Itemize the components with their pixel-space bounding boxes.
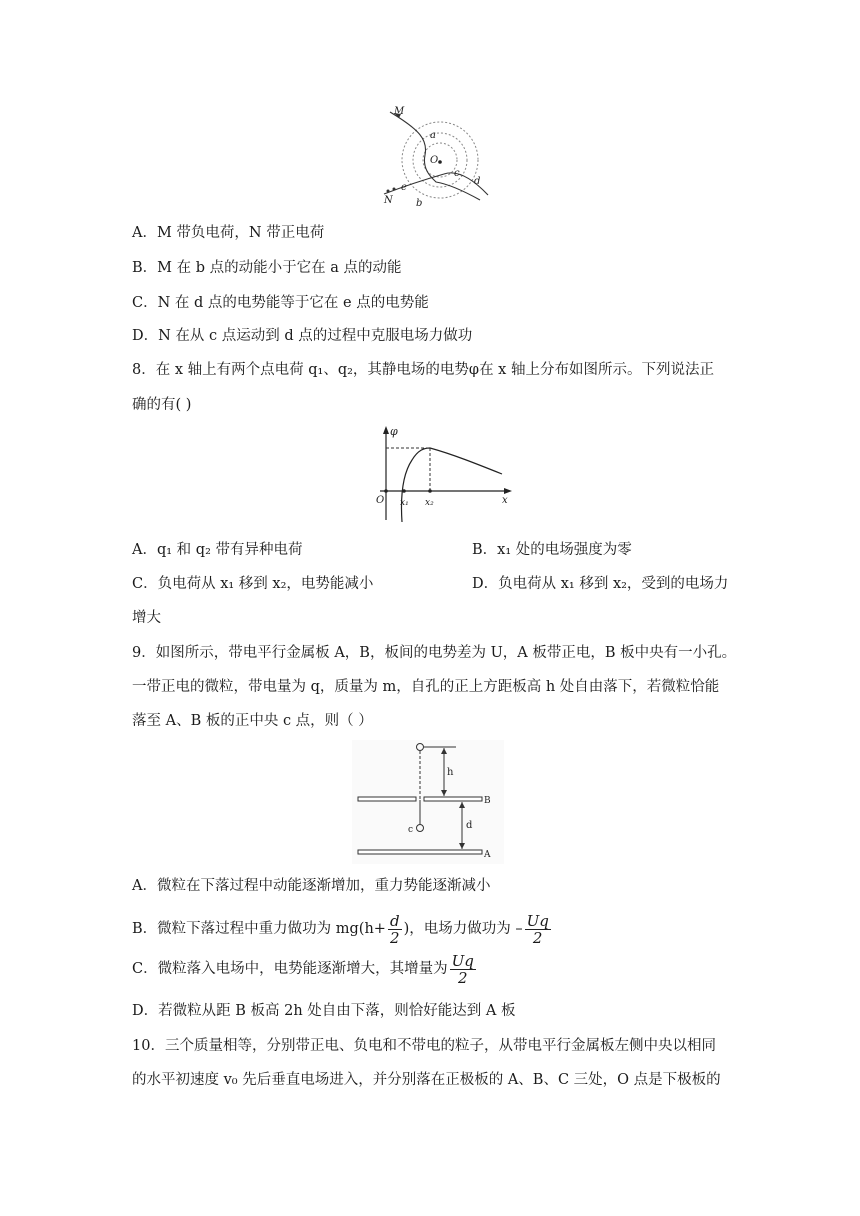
svg-text:b: b <box>416 198 423 209</box>
q9-option-b-fraction-2 <box>525 913 551 946</box>
fraction-denominator: 2 <box>457 968 468 987</box>
fraction-denominator: 2 <box>389 928 400 947</box>
svg-text:B: B <box>484 796 491 806</box>
q8-option-c: C．负电荷从 x₁ 移到 x₂，电势能减小 <box>132 576 374 592</box>
svg-text:x: x <box>502 495 508 506</box>
svg-text:A: A <box>484 850 491 860</box>
svg-text:x₁: x₁ <box>400 498 409 508</box>
q9-option-b-pre: B．微粒下落过程中重力做功为 mg(h+ <box>132 921 386 937</box>
svg-text:d: d <box>466 820 473 831</box>
svg-text:φ: φ <box>390 425 398 438</box>
q9-option-c <box>132 952 478 986</box>
q9-option-b <box>132 912 553 946</box>
q7-option-a: A．M 带负电荷，N 带正电荷 <box>132 225 325 241</box>
q10-stem-line1: 10．三个质量相等，分别带正电、负电和不带电的粒子，从带电平行金属板左侧中央以相同 <box>132 1038 716 1054</box>
q9-figure <box>352 740 504 864</box>
q9-option-c-pre: C．微粒落入电场中，电势能逐渐增大，其增量为 <box>132 961 448 977</box>
q7-option-b: B．M 在 b 点的动能小于它在 a 点的动能 <box>132 260 402 276</box>
q9-option-c-fraction <box>450 953 476 986</box>
svg-text:O: O <box>376 495 385 506</box>
svg-text:e: e <box>401 182 407 193</box>
svg-text:N: N <box>384 195 393 206</box>
q9-option-a: A．微粒在下落过程中动能逐渐增加，重力势能逐渐减小 <box>132 878 491 894</box>
svg-text:a: a <box>430 130 436 141</box>
q8-option-b: B．x₁ 处的电场强度为零 <box>472 542 632 558</box>
svg-text:h: h <box>447 767 454 778</box>
svg-text:M: M <box>394 106 405 117</box>
svg-text:d: d <box>474 176 481 187</box>
fraction-denominator: 2 <box>532 928 543 947</box>
fraction-numerator: Uq <box>526 911 549 930</box>
q8-figure <box>372 422 516 526</box>
q8-option-a: A．q₁ 和 q₂ 带有异种电荷 <box>132 542 303 558</box>
svg-text:O: O <box>430 155 439 166</box>
q8-option-d-cont: 增大 <box>132 610 161 626</box>
svg-text:x₂: x₂ <box>425 498 434 508</box>
q8-stem-line2: 确的有( ) <box>132 397 192 413</box>
q9-option-b-fraction-1 <box>388 913 402 946</box>
q7-figure <box>370 100 500 212</box>
q7-option-d: D．N 在从 c 点运动到 d 点的过程中克服电场力做功 <box>132 328 473 344</box>
fraction-numerator: Uq <box>451 951 474 970</box>
q7-option-c: C．N 在 d 点的电势能等于它在 e 点的电势能 <box>132 295 429 311</box>
q8-stem-line1: 8．在 x 轴上有两个点电荷 q₁、q₂，其静电场的电势φ在 x 轴上分布如图所示。下列说法正 <box>132 362 714 378</box>
fraction-numerator: d <box>389 911 400 930</box>
svg-text:c: c <box>454 168 460 179</box>
q9-stem-line2: 一带正电的微粒，带电量为 q，质量为 m，自孔的正上方距板高 h 处自由落下，若微粒恰能 <box>132 679 720 695</box>
svg-text:c: c <box>408 825 414 835</box>
q8-option-d: D．负电荷从 x₁ 移到 x₂，受到的电场力 <box>472 576 729 592</box>
q9-stem-line3: 落至 A、B 板的正中央 c 点，则（ ） <box>132 713 373 729</box>
q9-option-d: D．若微粒从距 B 板高 2h 处自由下落，则恰好能达到 A 板 <box>132 1003 516 1019</box>
q9-stem-line1: 9．如图所示，带电平行金属板 A，B，板间的电势差为 U，A 板带正电，B 板中央有一小孔。 <box>132 645 737 661</box>
q10-stem-line2: 的水平初速度 v₀ 先后垂直电场进入，并分别落在正极板的 A、B、C 三处，O 点是下极板的 <box>132 1072 721 1088</box>
q9-option-b-mid: )，电场力做功为 – <box>403 921 523 937</box>
